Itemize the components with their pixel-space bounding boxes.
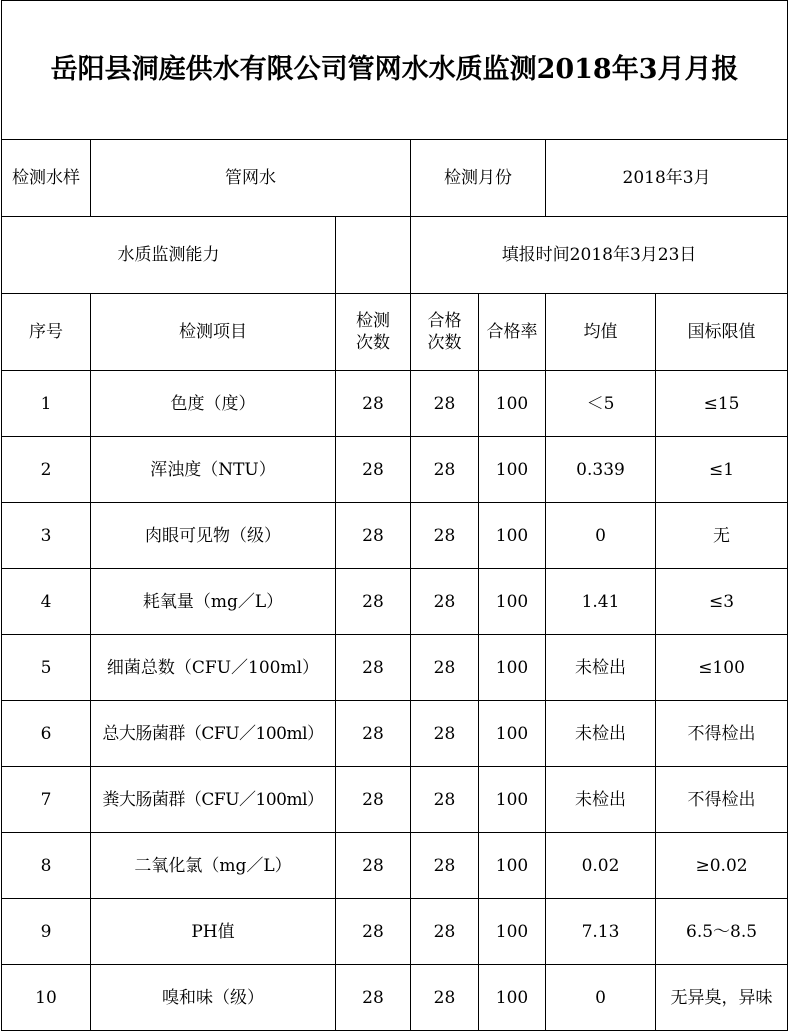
header-item: 检测项目: [91, 294, 336, 371]
row-index: 1: [2, 371, 91, 437]
row-tests: 28: [336, 767, 411, 833]
water-quality-report-table: [1, 0, 788, 1031]
row-limit: 不得检出: [656, 767, 788, 833]
row-index: 9: [2, 899, 91, 965]
table-row: [2, 701, 788, 767]
row-index: 2: [2, 437, 91, 503]
row-mean: 0.339: [546, 437, 656, 503]
row-rate: 100: [479, 635, 546, 701]
row-mean: 未检出: [546, 701, 656, 767]
row-limit: ≥0.02: [656, 833, 788, 899]
row-passed: 28: [411, 701, 479, 767]
title-row: [2, 1, 788, 140]
fill-time: 填报时间2018年3月23日: [411, 217, 788, 294]
row-rate: 100: [479, 833, 546, 899]
row-tests: 28: [336, 437, 411, 503]
row-rate: 100: [479, 569, 546, 635]
row-item: 耗氧量（mg／L）: [91, 569, 336, 635]
row-index: 7: [2, 767, 91, 833]
row-item: 肉眼可见物（级）: [91, 503, 336, 569]
header-mean: 均值: [546, 294, 656, 371]
row-tests: 28: [336, 701, 411, 767]
row-passed: 28: [411, 437, 479, 503]
row-rate: 100: [479, 371, 546, 437]
row-passed: 28: [411, 965, 479, 1031]
row-tests: 28: [336, 371, 411, 437]
month-label: 检测月份: [411, 140, 546, 217]
row-rate: 100: [479, 899, 546, 965]
row-index: 10: [2, 965, 91, 1031]
row-tests: 28: [336, 503, 411, 569]
sample-info-row: [2, 140, 788, 217]
row-passed: 28: [411, 503, 479, 569]
row-passed: 28: [411, 371, 479, 437]
table-row: [2, 569, 788, 635]
row-rate: 100: [479, 437, 546, 503]
row-limit: ≤3: [656, 569, 788, 635]
row-tests: 28: [336, 833, 411, 899]
row-tests: 28: [336, 569, 411, 635]
month-value: 2018年3月: [546, 140, 788, 217]
report-title: 岳阳县洞庭供水有限公司管网水水质监测2018年3月月报: [2, 1, 788, 140]
row-passed: 28: [411, 635, 479, 701]
row-limit: ≤1: [656, 437, 788, 503]
row-index: 6: [2, 701, 91, 767]
row-item: 嗅和味（级）: [91, 965, 336, 1031]
row-mean: 1.41: [546, 569, 656, 635]
row-tests: 28: [336, 899, 411, 965]
row-item: 色度（度）: [91, 371, 336, 437]
capability-label: 水质监测能力: [2, 217, 336, 294]
sample-label: 检测水样: [2, 140, 91, 217]
row-item: 细菌总数（CFU／100ml）: [91, 635, 336, 701]
row-item: 浑浊度（NTU）: [91, 437, 336, 503]
row-rate: 100: [479, 767, 546, 833]
table-row: [2, 899, 788, 965]
table-row: [2, 833, 788, 899]
capability-row: [2, 217, 788, 294]
row-limit: 无异臭，异味: [656, 965, 788, 1031]
row-limit: 不得检出: [656, 701, 788, 767]
row-index: 5: [2, 635, 91, 701]
header-passed-line1: 合格: [427, 311, 462, 331]
row-limit: 6.5～8.5: [656, 899, 788, 965]
table-row: [2, 437, 788, 503]
header-rate: 合格率: [479, 294, 546, 371]
row-mean: 未检出: [546, 767, 656, 833]
row-limit: 无: [656, 503, 788, 569]
row-item: PH值: [91, 899, 336, 965]
row-passed: 28: [411, 899, 479, 965]
header-tests: [336, 294, 411, 371]
table-row: [2, 371, 788, 437]
header-index: 序号: [2, 294, 91, 371]
table-row: [2, 965, 788, 1031]
table-row: [2, 503, 788, 569]
row-mean: 0: [546, 965, 656, 1031]
header-passed: [411, 294, 479, 371]
row-passed: 28: [411, 833, 479, 899]
row-mean: 未检出: [546, 635, 656, 701]
row-item: 二氧化氯（mg／L）: [91, 833, 336, 899]
row-limit: ≤15: [656, 371, 788, 437]
row-passed: 28: [411, 767, 479, 833]
header-passed-line2: 次数: [427, 333, 462, 353]
header-tests-line1: 检测: [356, 311, 390, 331]
table-row: [2, 767, 788, 833]
column-header-row: [2, 294, 788, 371]
row-index: 8: [2, 833, 91, 899]
row-item: 总大肠菌群（CFU／100ml）: [91, 701, 336, 767]
header-tests-line2: 次数: [356, 333, 390, 353]
row-mean: ＜5: [546, 371, 656, 437]
header-limit: 国标限值: [656, 294, 788, 371]
row-mean: 7.13: [546, 899, 656, 965]
row-mean: 0: [546, 503, 656, 569]
table-row: [2, 635, 788, 701]
row-passed: 28: [411, 569, 479, 635]
row-rate: 100: [479, 965, 546, 1031]
row-tests: 28: [336, 965, 411, 1031]
sample-value: 管网水: [91, 140, 411, 217]
row-tests: 28: [336, 635, 411, 701]
row-item: 粪大肠菌群（CFU／100ml）: [91, 767, 336, 833]
row-mean: 0.02: [546, 833, 656, 899]
row-rate: 100: [479, 503, 546, 569]
row-index: 4: [2, 569, 91, 635]
row-rate: 100: [479, 701, 546, 767]
row-index: 3: [2, 503, 91, 569]
capability-blank-cell: [336, 217, 411, 294]
row-limit: ≤100: [656, 635, 788, 701]
